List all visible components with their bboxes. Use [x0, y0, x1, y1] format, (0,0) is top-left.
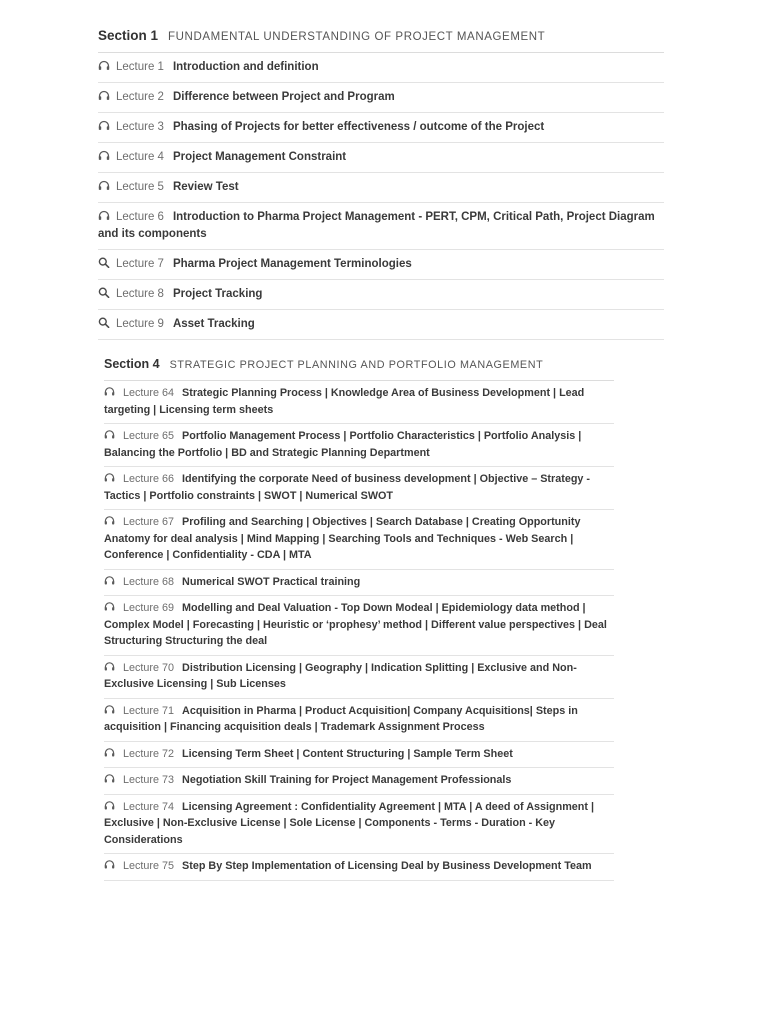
- headphones-icon: [104, 800, 115, 811]
- lecture-number: Lecture 68: [123, 575, 175, 588]
- lecture-number: Lecture 66: [123, 473, 175, 485]
- headphones-icon: [104, 747, 115, 758]
- lecture-number: Lecture 1: [116, 61, 164, 73]
- headphones-icon: [98, 120, 110, 131]
- lecture-title: Pharma Project Management Terminologies: [172, 258, 412, 270]
- lecture-number: Lecture 67: [123, 516, 175, 528]
- lecture-number: Lecture 74: [123, 800, 175, 813]
- headphones-icon: [98, 210, 110, 221]
- section-header: [98, 28, 664, 53]
- headphones-icon: [98, 90, 110, 101]
- lecture-number: Lecture 5: [116, 181, 164, 193]
- lecture-number: Lecture 75: [123, 860, 175, 872]
- headphones-icon: [104, 575, 115, 586]
- lecture-title: Distribution Licensing | Geography | Indication Splitting | Exclusive and Non-Exclusive Licensing | Sub Licenses: [104, 661, 577, 690]
- lecture-item[interactable]: [104, 510, 614, 570]
- lecture-title: Numerical SWOT Practical training: [182, 575, 361, 588]
- lecture-title: Acquisition in Pharma | Product Acquisition| Company Acquisitions| Steps in acquisition | Financing acquisition deals | Trademark Assignment Process: [104, 704, 578, 733]
- lecture-number: Lecture 6: [116, 211, 164, 223]
- section-number: Section 4: [104, 357, 160, 371]
- lecture-item[interactable]: [104, 570, 614, 597]
- headphones-icon: [98, 150, 110, 161]
- lecture-item[interactable]: [98, 280, 664, 310]
- lecture-title: Licensing Term Sheet | Content Structuring | Sample Term Sheet: [182, 747, 513, 760]
- section-header: [104, 357, 614, 381]
- lecture-title: Portfolio Management Process | Portfolio Characteristics | Portfolio Analysis | Balancing the Portfolio | BD and Strategic Planning Department: [104, 430, 582, 459]
- lecture-number: Lecture 8: [116, 288, 164, 300]
- headphones-icon: [98, 60, 110, 71]
- lecture-item[interactable]: [98, 143, 664, 173]
- section-number: Section 1: [98, 28, 159, 43]
- lecture-item[interactable]: [104, 467, 614, 510]
- lecture-item[interactable]: [98, 83, 664, 113]
- headphones-icon: [104, 472, 115, 483]
- headphones-icon: [104, 661, 115, 672]
- headphones-icon: [104, 773, 115, 784]
- headphones-icon: [98, 180, 110, 191]
- search-icon: [98, 317, 110, 328]
- lecture-item[interactable]: [98, 310, 664, 340]
- lecture-item[interactable]: [104, 699, 614, 742]
- lecture-title: Profiling and Searching | Objectives | Search Database | Creating Opportunity Anatomy for deal analysis | Mind Mapping | Searching Tools and Techniques - Web Search | Conference | Confidentiality - CDA | MTA: [104, 516, 581, 561]
- lecture-item[interactable]: [104, 424, 614, 467]
- lecture-title: Modelling and Deal Valuation - Top Down Modeal | Epidemiology data method | Complex Model | Forecasting | Heuristic or ‘prophesy’ method | Different value perspectives | Deal Structuring Structuring the deal: [104, 602, 607, 647]
- lecture-number: Lecture 3: [116, 121, 164, 133]
- lecture-number: Lecture 9: [116, 318, 164, 330]
- lecture-number: Lecture 65: [123, 430, 175, 442]
- headphones-icon: [104, 429, 115, 440]
- headphones-icon: [104, 386, 115, 397]
- lecture-item[interactable]: [98, 53, 664, 83]
- lecture-item[interactable]: [104, 656, 614, 699]
- lecture-number: Lecture 64: [123, 387, 175, 399]
- lecture-item[interactable]: [104, 596, 614, 656]
- lecture-title: Phasing of Projects for better effectiveness / outcome of the Project: [172, 121, 545, 133]
- lecture-number: Lecture 70: [123, 661, 175, 674]
- lecture-number: Lecture 71: [123, 704, 175, 717]
- headphones-icon: [104, 704, 115, 715]
- section-title: STRATEGIC PROJECT PLANNING AND PORTFOLIO MANAGEMENT: [169, 359, 544, 371]
- section-1: [98, 28, 664, 340]
- lecture-item[interactable]: [98, 250, 664, 280]
- lecture-item[interactable]: [104, 854, 614, 881]
- lecture-title: Introduction and definition: [172, 61, 319, 73]
- headphones-icon: [104, 859, 115, 870]
- lecture-item[interactable]: [98, 113, 664, 143]
- lecture-title: Difference between Project and Program: [172, 91, 395, 103]
- section-4: [104, 357, 614, 881]
- lecture-title: Negotiation Skill Training for Project Management Professionals: [182, 774, 512, 786]
- lecture-number: Lecture 69: [123, 602, 175, 614]
- search-icon: [98, 287, 110, 298]
- lecture-item[interactable]: [98, 203, 664, 250]
- lecture-title: Project Tracking: [172, 288, 263, 300]
- lecture-item[interactable]: [104, 742, 614, 769]
- lecture-title: Review Test: [172, 181, 239, 193]
- lecture-item[interactable]: [104, 381, 614, 424]
- lecture-title: Strategic Planning Process | Knowledge Area of Business Development | Lead targeting | Licensing term sheets: [104, 387, 585, 416]
- lecture-title: Introduction to Pharma Project Management - PERT, CPM, Critical Path, Project Diagram and its components: [98, 211, 655, 240]
- lecture-number: Lecture 73: [123, 774, 175, 786]
- lecture-number: Lecture 4: [116, 151, 164, 163]
- lecture-title: Step By Step Implementation of Licensing Deal by Business Development Team: [182, 860, 592, 872]
- lecture-item[interactable]: [104, 795, 614, 855]
- lecture-number: Lecture 2: [116, 91, 164, 103]
- lecture-item[interactable]: [104, 768, 614, 795]
- section-title: FUNDAMENTAL UNDERSTANDING OF PROJECT MANAGEMENT: [168, 31, 546, 43]
- lecture-item[interactable]: [98, 173, 664, 203]
- search-icon: [98, 257, 110, 268]
- lecture-title: Licensing Agreement : Confidentiality Agreement | MTA | A deed of Assignment | Exclusive | Non-Exclusive License | Sole License | Components - Terms - Duration - Key Considerations: [104, 800, 595, 846]
- lecture-number: Lecture 7: [116, 258, 164, 270]
- headphones-icon: [104, 515, 115, 526]
- lecture-title: Project Management Constraint: [172, 151, 347, 163]
- lecture-list: [104, 381, 614, 881]
- lecture-title: Identifying the corporate Need of business development | Objective – Strategy - Tactics | Portfolio constraints | SWOT | Numerical SWOT: [104, 473, 591, 502]
- lecture-number: Lecture 72: [123, 747, 175, 760]
- lecture-list: [98, 53, 664, 340]
- headphones-icon: [104, 601, 115, 612]
- lecture-title: Asset Tracking: [172, 318, 255, 330]
